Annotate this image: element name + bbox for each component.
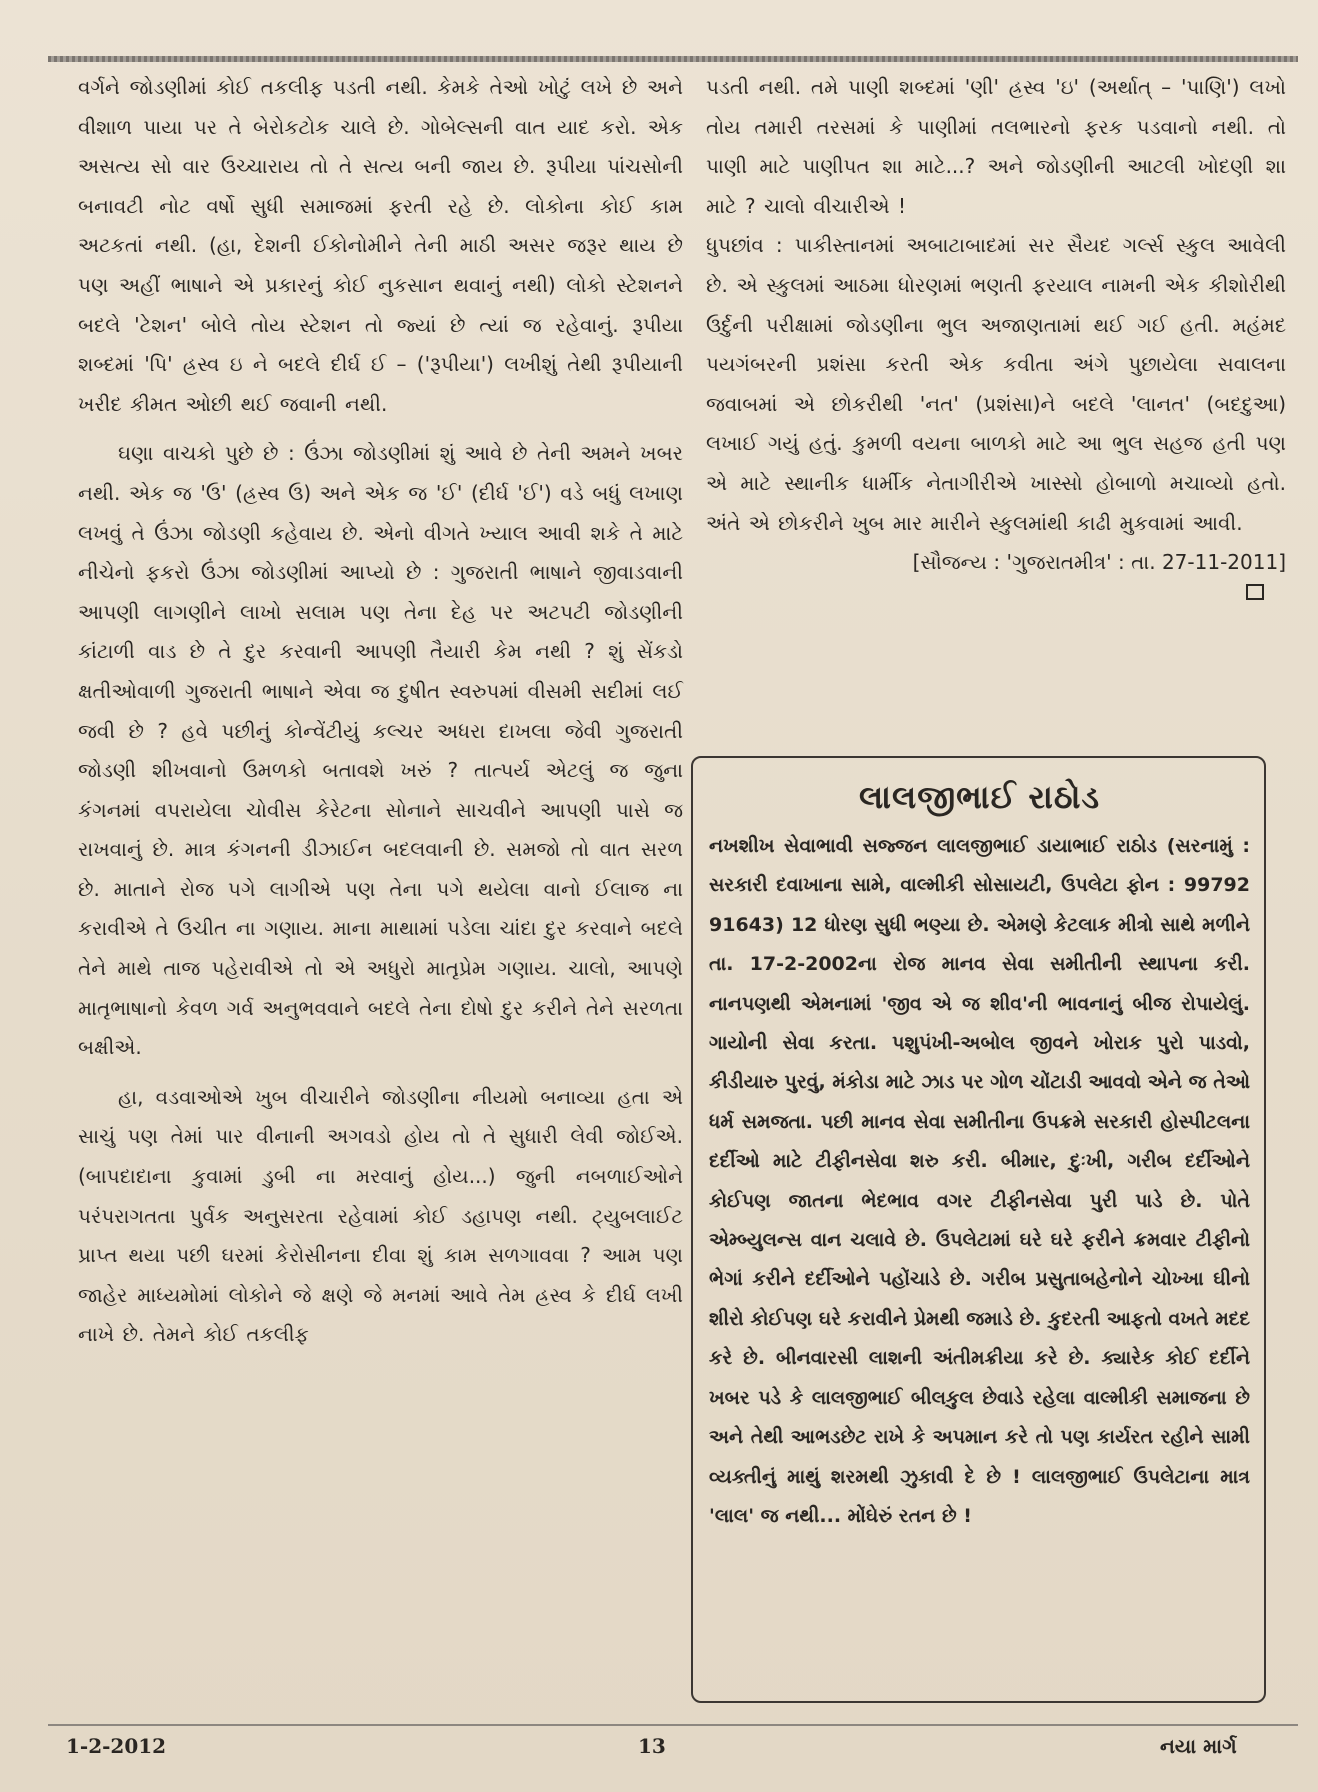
bottom-rule [48,1724,1298,1726]
top-rule [48,56,1298,62]
right-paragraph-1: પડતી નથી. તમે પાણી શબ્દમાં 'ણી' હ્રસ્વ 'ઇ' (અર્થાત્ – 'પાણિ') લખો તોય તમારી તરસમાં કે પાણીમાં તલભારનો ફરક પડવાનો નથી. તો પાણી માટે પાણીપત શા માટે...? અને જોડણીની આટલી ખોદણી શા માટે ? ચાલો વીચારીએ ! [706,75,1286,218]
left-paragraph-2: ઘણા વાચકો પુછે છે : ઉંઝા જોડણીમાં શું આવે છે તેની અમને ખબર નથી. એક જ 'ઉ' (હ્રસ્વ ઉ) અને એક જ 'ઈ' (દીર્ઘ 'ઈ') વડે બધું લખાણ લખવું તે ઉંઝા જોડણી કહેવાય છે. એનો વીગતે ખ્યાલ આવી શકે તે માટે નીચેનો ફકરો ઉંઝા જોડણીમાં આપ્યો છે : ગુજરાતી ભાષાને જીવાડવાની આપણી લાગણીને લાખો સલામ પણ તેના દેહ પર અટપટી જોડણીની કાંટાળી વાડ છે તે દુર કરવાની આપણી તૈયારી કેમ નથી ? શું સેંકડો ક્ષતીઓવાળી ગુજરાતી ભાષાને એવા જ દુષીત સ્વરુપમાં વીસમી સદીમાં લઈ જવી છે ? હવે પછીનું કોન્વેંટીયું કલ્ચર અધરા દાખલા જેવી ગુજરાતી જોડણી શીખવાનો ઉમળકો બતાવશે ખરું ? તાત્પર્ય એટલું જ જુના કંગનમાં વપરાયેલા ચોવીસ કેરેટના સોનાને સાચવીને આપણી પાસે જ રાખવાનું છે. માત્ર કંગનની ડીઝાઈન બદલવાની છે. સમજો તો વાત સરળ છે. માતાને રોજ પગે લાગીએ પણ તેના પગે થયેલા વાનો ઈલાજ ના કરાવીએ તે ઉચીત ના ગણાય. માના માથામાં પડેલા ચાંદા દુર કરવાને બદલે તેને માથે તાજ પહેરાવીએ તો એ અધુરો માતૃપ્રેમ ગણાય. ચાલો, આપણે માતૃભાષાનો કેવળ ગર્વ અનુભવવાને બદલે તેના દોષો દુર કરીને તેને સરળતા બક્ષીએ. [78,441,683,1060]
end-of-article-mark [1246,584,1264,600]
right-column [706,68,1286,604]
right-paragraph-2: ધુપછાંવ : પાકીસ્તાનમાં અબાટાબાદમાં સર સૈયદ ગર્લ્સ સ્કુલ આવેલી છે. એ સ્કુલમાં આઠમા ધોરણમાં ભણતી ફરયાલ નામની એક કીશોરીથી ઉર્દુની પરીક્ષામાં જોડણીના ભુલ અજાણતામાં થઈ ગઈ હતી. મહંમદ પયગંબરની પ્રશંસા કરતી એક કવીતા અંગે પુછાયેલા સવાલના જવાબમાં એ છોકરીથી 'નત' (પ્રશંસા)ને બદલે 'લાનત' (બદદુઆ) લખાઈ ગયું હતું. કુમળી વયના બાળકો માટે આ ભુલ સહજ હતી પણ એ માટે સ્થાનીક ધાર્મીક નેતાગીરીએ ખાસ્સો હોબાળો મચાવ્યો હતો. અંતે એ છોકરીને ખુબ માર મારીને સ્કુલમાંથી કાઢી મુકવામાં આવી. [706,233,1286,535]
footer-date: 1-2-2012 [66,1734,167,1758]
footer-page-number: 13 [638,1734,666,1758]
profile-body: નખશીખ સેવાભાવી સજ્જન લાલજીભાઈ ડાયાભાઈ રાઠોડ (સરનામું : સરકારી દવાખાના સામે, વાલ્મીકી સોસાયટી, ઉપલેટા ફોન : 99792 91643) 12 ધોરણ સુધી ભણ્યા છે. એમણે કેટલાક મીત્રો સાથે મળીને તા. 17-2-2002ના રોજ માનવ સેવા સમીતીની સ્થાપના કરી. નાનપણથી એમનામાં 'જીવ એ જ શીવ'ની ભાવનાનું બીજ રોપાયેલું. ગાયોની સેવા કરતા. પશુપંખી-અબોલ જીવને ખોરાક પુરો પાડવો, કીડીયારુ પુરવું, મંકોડા માટે ઝાડ પર ગોળ ચોંટાડી આવવો એને જ તેઓ ધર્મ સમજતા. પછી માનવ સેવા સમીતીના ઉપક્રમે સરકારી હોસ્પીટલના દર્દીઓ માટે ટીફીનસેવા શરુ કરી. બીમાર, દુઃખી, ગરીબ દર્દીઓને કોઈપણ જાતના ભેદભાવ વગર ટીફીનસેવા પુરી પાડે છે. પોતે એમ્બ્યુલન્સ વાન ચલાવે છે. ઉપલેટામાં ઘરે ઘરે ફરીને ક્રમવાર ટીફીનો ભેગાં કરીને દર્દીઓને પહોંચાડે છે. ગરીબ પ્રસુતાબહેનોને ચોખ્ખા ઘીનો શીરો કોઈપણ ઘરે કરાવીને પ્રેમથી જમાડે છે. કુદરતી આફતો વખતે મદદ કરે છે. બીનવારસી લાશની અંતીમક્રીયા કરે છે. ક્યારેક કોઈ દર્દીને ખબર પડે કે લાલજીભાઈ બીલકુલ છેવાડે રહેલા વાલ્મીકી સમાજના છે અને તેથી આભડછેટ રાખે કે અપમાન કરે તો પણ કાર્યરત રહીને સામી વ્યક્તીનું માથું શરમથી ઝુકાવી દે છે ! લાલજીભાઈ ઉપલેટાના માત્ર 'લાલ' જ નથી... મોંઘેરું રતન છે ! [709,835,1250,1527]
footer-publication-name: નયા માર્ગ [1160,1734,1237,1758]
profile-box [691,756,1266,1703]
left-paragraph-1: વર્ગને જોડણીમાં કોઈ તકલીફ પડતી નથી. કેમકે તેઓ ખોટું લખે છે અને વીશાળ પાયા પર તે બેરોકટોક ચાલે છે. ગોબેલ્સની વાત યાદ કરો. એક અસત્ય સો વાર ઉચ્ચારાય તો તે સત્ય બની જાય છે. રૂપીયા પાંચસોની બનાવટી નોટ વર્ષો સુધી સમાજમાં ફરતી રહે છે. લોકોના કોઈ કામ અટકતાં નથી. (હા, દેશની ઈકોનોમીને તેની માઠી અસર જરૂર થાય છે પણ અહીં ભાષાને એ પ્રકારનું કોઈ નુકસાન થવાનું નથી) લોકો સ્ટેશનને બદલે 'ટેશન' બોલે તોય સ્ટેશન તો જ્યાં છે ત્યાં જ રહેવાનું. રૂપીયા શબ્દમાં 'પિ' હ્રસ્વ ઇ ને બદલે દીર્ઘ ઈ – ('રૂપીયા') લખીશું તેથી રૂપીયાની ખરીદ કીમત ઓછી થઈ જવાની નથી. [78,75,683,416]
source-credit: [સૌજન્ય : 'ગુજરાતમીત્ર' : તા. 27-11-2011] [912,550,1286,575]
profile-title: લાલજીભાઈ રાઠોડ [858,778,1101,816]
left-column [78,68,683,1355]
left-paragraph-3: હા, વડવાઓએ ખુબ વીચારીને જોડણીના નીયમો બનાવ્યા હતા એ સાચું પણ તેમાં પાર વીનાની અગવડો હોય તો તે સુધારી લેવી જોઈએ. (બાપદાદાના કુવામાં ડુબી ના મરવાનું હોય...) જુની નબળાઈઓને પરંપરાગતતા પુર્વક અનુસરતા રહેવામાં કોઈ ડહાપણ નથી. ટ્યુબલાઈટ પ્રાપ્ત થયા પછી ઘરમાં કેરોસીનના દીવા શું કામ સળગાવવા ? આમ પણ જાહેર માધ્યમોમાં લોકોને જે ક્ષણે જે મનમાં આવે તેમ હ્રસ્વ કે દીર્ઘ લખી નાખે છે. તેમને કોઈ તકલીફ [78,1084,683,1347]
